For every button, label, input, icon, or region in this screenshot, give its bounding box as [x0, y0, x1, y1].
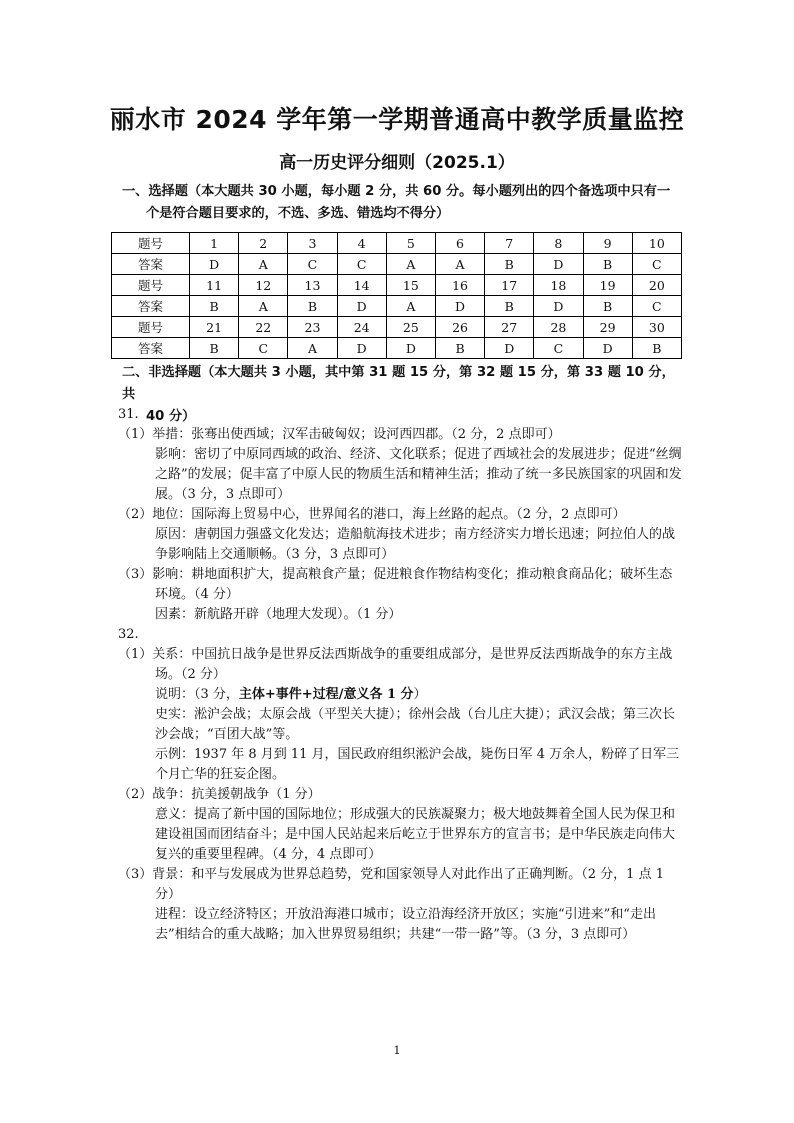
- q31-part1-measures: （1）举措：张骞出使西域；汉军击破匈奴；设河西四郡。（2 分，2 点即可）: [118, 427, 561, 442]
- answer-cell: A: [239, 254, 288, 275]
- table-row-answer: [112, 254, 682, 275]
- question-number: 13: [288, 275, 337, 296]
- question-32-number: 32.: [118, 627, 139, 642]
- q31-part1-impact: 影响：密切了中原同西域的政治、经济、文化联系；促进了西域社会的发展进步；促进“丝绸之路”的发展；促丰富了中原人民的物质生活和精神生活；推动了统一多民族国家的巩固和发展。（3 分，3 点即可）: [155, 447, 682, 502]
- answer-cell: C: [337, 254, 386, 275]
- q32-part1-note: [118, 685, 684, 705]
- answer-cell: A: [386, 296, 435, 317]
- question-number: 21: [190, 317, 239, 338]
- table-row-question: [112, 233, 682, 254]
- answer-cell: D: [534, 296, 583, 317]
- table-header-answer: 答案: [112, 254, 190, 275]
- answer-cell: C: [239, 338, 288, 359]
- section-choice-heading: [122, 181, 682, 225]
- q31-part2-status: （2）地位：国际海上贸易中心，世界闻名的港口，海上丝路的起点。（2 分，2 点即可）: [118, 507, 626, 522]
- table-row-answer: [112, 338, 682, 359]
- q32-part1-relation: （1）关系：中国抗日战争是世界反法西斯战争的重要组成部分，是世界反法西斯战争的东方主战场。（2 分）: [118, 647, 673, 682]
- answer-cell: A: [386, 254, 435, 275]
- answer-cell: D: [190, 254, 239, 275]
- table-header-question: 题号: [112, 275, 190, 296]
- question-number: 18: [534, 275, 583, 296]
- answer-cell: B: [485, 296, 534, 317]
- question-number: 10: [632, 233, 681, 254]
- answer-cell: C: [288, 254, 337, 275]
- answer-cell: C: [534, 338, 583, 359]
- answer-cell: B: [583, 254, 632, 275]
- q32-part2-significance: 意义：提高了新中国的国际地位；形成强大的民族凝聚力；极大地鼓舞着全国人民为保卫和建设祖国而团结奋斗；是中国人民站起来后屹立于世界东方的宣言书；是中华民族走向伟大复兴的重要里程碑。（4 分，4 点即可）: [155, 807, 676, 862]
- table-header-question: 题号: [112, 233, 190, 254]
- answer-cell: D: [337, 296, 386, 317]
- q32-part3-process: 进程：设立经济特区；开放沿海港口城市；设立沿海经济开放区；实施“引进来”和“走出去”相结合的重大战略；加入世界贸易组织；共建“一带一路”等。（3 分，3 点即可）: [155, 907, 656, 942]
- q32-part1-example: 示例：1937 年 8 月到 11 月，国民政府组织淞沪会战，毙伤日军 4 万余人，粉碎了日军三个月亡华的狂妄企图。: [155, 747, 680, 782]
- answer-cell: D: [534, 254, 583, 275]
- section-nonchoice-line1: 二、非选择题（本大题共 3 小题，其中第 31 题 15 分，第 32 题 15 分，第 33 题 10 分，共: [122, 365, 675, 402]
- answer-cell: D: [485, 338, 534, 359]
- answer-cell: A: [435, 254, 484, 275]
- answer-cell: B: [190, 296, 239, 317]
- question-number: 16: [435, 275, 484, 296]
- table-row-answer: [112, 296, 682, 317]
- answer-cell: D: [386, 338, 435, 359]
- answer-cell: B: [288, 296, 337, 317]
- q32-part3-background: （3）背景：和平与发展成为世界总趋势，党和国家领导人对此作出了正确判断。（2 分，1 点 1 分）: [118, 867, 664, 902]
- answer-cell: C: [632, 254, 681, 275]
- answer-cell: D: [583, 338, 632, 359]
- note-bold: 主体+事件+过程/意义各 1 分: [238, 687, 414, 702]
- answer-cell: B: [190, 338, 239, 359]
- note-suffix: ）: [413, 687, 427, 702]
- question-31-number: 31.: [118, 407, 139, 422]
- question-number: 11: [190, 275, 239, 296]
- question-number: 2: [239, 233, 288, 254]
- section-choice-line2: 个是符合题目要求的，不选、多选、错选均不得分）: [146, 206, 450, 221]
- question-number: 9: [583, 233, 632, 254]
- answer-body: [118, 405, 684, 945]
- question-number: 8: [534, 233, 583, 254]
- question-number: 6: [435, 233, 484, 254]
- table-header-answer: 答案: [112, 296, 190, 317]
- table-row-question: [112, 275, 682, 296]
- question-number: 7: [485, 233, 534, 254]
- answer-cell: B: [435, 338, 484, 359]
- question-number: 30: [632, 317, 681, 338]
- q31-part3-factor: 因素：新航路开辟（地理大发现）。（1 分）: [155, 607, 402, 622]
- answer-cell: B: [485, 254, 534, 275]
- question-number: 29: [583, 317, 632, 338]
- question-number: 24: [337, 317, 386, 338]
- question-number: 27: [485, 317, 534, 338]
- question-number: 17: [485, 275, 534, 296]
- question-number: 4: [337, 233, 386, 254]
- q31-part2-reason: 原因：唐朝国力强盛文化发达；造船航海技术进步；南方经济实力增长迅速；阿拉伯人的战争影响陆上交通顺畅。（3 分，3 点即可）: [155, 527, 676, 562]
- q32-part1-facts: 史实：淞沪会战；太原会战（平型关大捷）；徐州会战（台儿庄大捷）；武汉会战；第三次长沙会战；“百团大战”等。: [155, 707, 676, 742]
- note-prefix: 说明：（3 分，: [155, 687, 239, 702]
- question-number: 12: [239, 275, 288, 296]
- answer-table: [111, 232, 682, 359]
- question-number: 14: [337, 275, 386, 296]
- table-header-question: 题号: [112, 317, 190, 338]
- page-subtitle: 高一历史评分细则（2025.1）: [279, 153, 515, 173]
- answer-cell: C: [632, 296, 681, 317]
- q31-part3-impact: （3）影响：耕地面积扩大，提高粮食产量；促进粮食作物结构变化；推动粮食商品化；破坏生态环境。（4 分）: [118, 567, 673, 602]
- answer-cell: B: [583, 296, 632, 317]
- answer-cell: D: [337, 338, 386, 359]
- question-number: 3: [288, 233, 337, 254]
- answer-cell: A: [239, 296, 288, 317]
- section-nonchoice-line2: 40 分）: [146, 409, 196, 424]
- q32-part2-war: （2）战争：抗美援朝战争（1 分）: [118, 787, 321, 802]
- table-row-question: [112, 317, 682, 338]
- answer-cell: D: [435, 296, 484, 317]
- table-header-answer: 答案: [112, 338, 190, 359]
- answer-cell: A: [288, 338, 337, 359]
- question-number: 5: [386, 233, 435, 254]
- answer-cell: B: [632, 338, 681, 359]
- section-choice-line1: 一、选择题（本大题共 30 小题，每小题 2 分，共 60 分。每小题列出的四个备选项中只有一: [122, 184, 671, 199]
- page-number: 1: [393, 1044, 401, 1057]
- question-number: 25: [386, 317, 435, 338]
- question-number: 22: [239, 317, 288, 338]
- question-number: 20: [632, 275, 681, 296]
- question-number: 15: [386, 275, 435, 296]
- question-number: 1: [190, 233, 239, 254]
- page-title: 丽水市 2024 学年第一学期普通高中教学质量监控: [109, 105, 685, 134]
- question-number: 23: [288, 317, 337, 338]
- question-number: 26: [435, 317, 484, 338]
- question-number: 19: [583, 275, 632, 296]
- question-number: 28: [534, 317, 583, 338]
